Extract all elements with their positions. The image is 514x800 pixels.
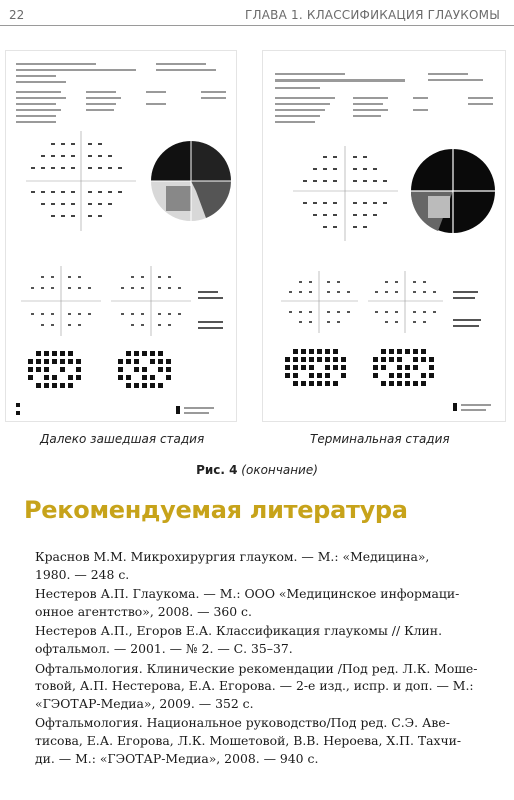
stage-label-terminal: Терминальная стадия	[310, 432, 450, 446]
figure-caption	[0, 463, 514, 477]
reference-line: Офтальмология. Клинические рекомендации /Под ред. Л.К. Моше-	[35, 660, 478, 676]
visual-field-printout-terminal	[262, 50, 506, 422]
stage-label-advanced: Далеко зашедшая стадия	[40, 432, 205, 446]
reference-line: Нестеров А.П. Глаукома. — М.: ООО «Медицинское информаци-	[35, 586, 460, 602]
reference-line: Офтальмология. Национальное руководство/Под ред. С.Э. Аве-	[35, 715, 450, 731]
reference-line: онное агентство», 2008. — 360 с.	[35, 603, 252, 619]
reference-line: Краснов М.М. Микрохирургия глауком. — М.: «Медицина»,	[35, 549, 430, 564]
page-number: 22	[9, 8, 25, 22]
figure-caption-note: (окончание)	[241, 463, 318, 477]
reference-line: 1980. — 248 с.	[35, 566, 130, 582]
visual-field-printout-advanced	[5, 50, 237, 422]
reference-line: тисова, Е.А. Егорова, Л.К. Мошетовой, В.В. Нероева, Х.П. Тахчи-	[35, 732, 462, 748]
page-header	[0, 0, 514, 50]
reference-line: офтальмол. — 2001. — № 2. — С. 35–37.	[35, 640, 293, 656]
section-title: Рекомендуемая литература	[24, 496, 408, 524]
chapter-title: ГЛАВА 1. КЛАССИФИКАЦИЯ ГЛАУКОМЫ	[244, 8, 500, 22]
reference-line: ди. — М.: «ГЭОТАР-Медиа», 2008. — 940 с.	[35, 750, 319, 766]
visual-field-chart-advanced	[6, 51, 236, 421]
figure-caption-number: Рис. 4	[196, 463, 238, 477]
header-rule	[0, 25, 514, 47]
grayscale-field-map	[151, 141, 231, 221]
grayscale-field-map-terminal	[411, 149, 495, 233]
reference-line: товой, А.П. Нестерова, Е.А. Егорова. — 2-е изд., испр. и доп. — М.:	[35, 678, 474, 694]
reference-item	[35, 622, 497, 657]
reference-item	[35, 548, 497, 583]
reference-item	[35, 714, 497, 767]
reference-item	[35, 660, 497, 713]
reference-line: «ГЭОТАР-Медиа», 2009. — 352 с.	[35, 695, 254, 711]
reference-list	[35, 548, 497, 769]
visual-field-chart-terminal	[263, 51, 505, 421]
reference-item	[35, 585, 497, 620]
reference-line: Нестеров А.П., Егоров Е.А. Классификация глаукомы // Клин.	[35, 623, 443, 639]
